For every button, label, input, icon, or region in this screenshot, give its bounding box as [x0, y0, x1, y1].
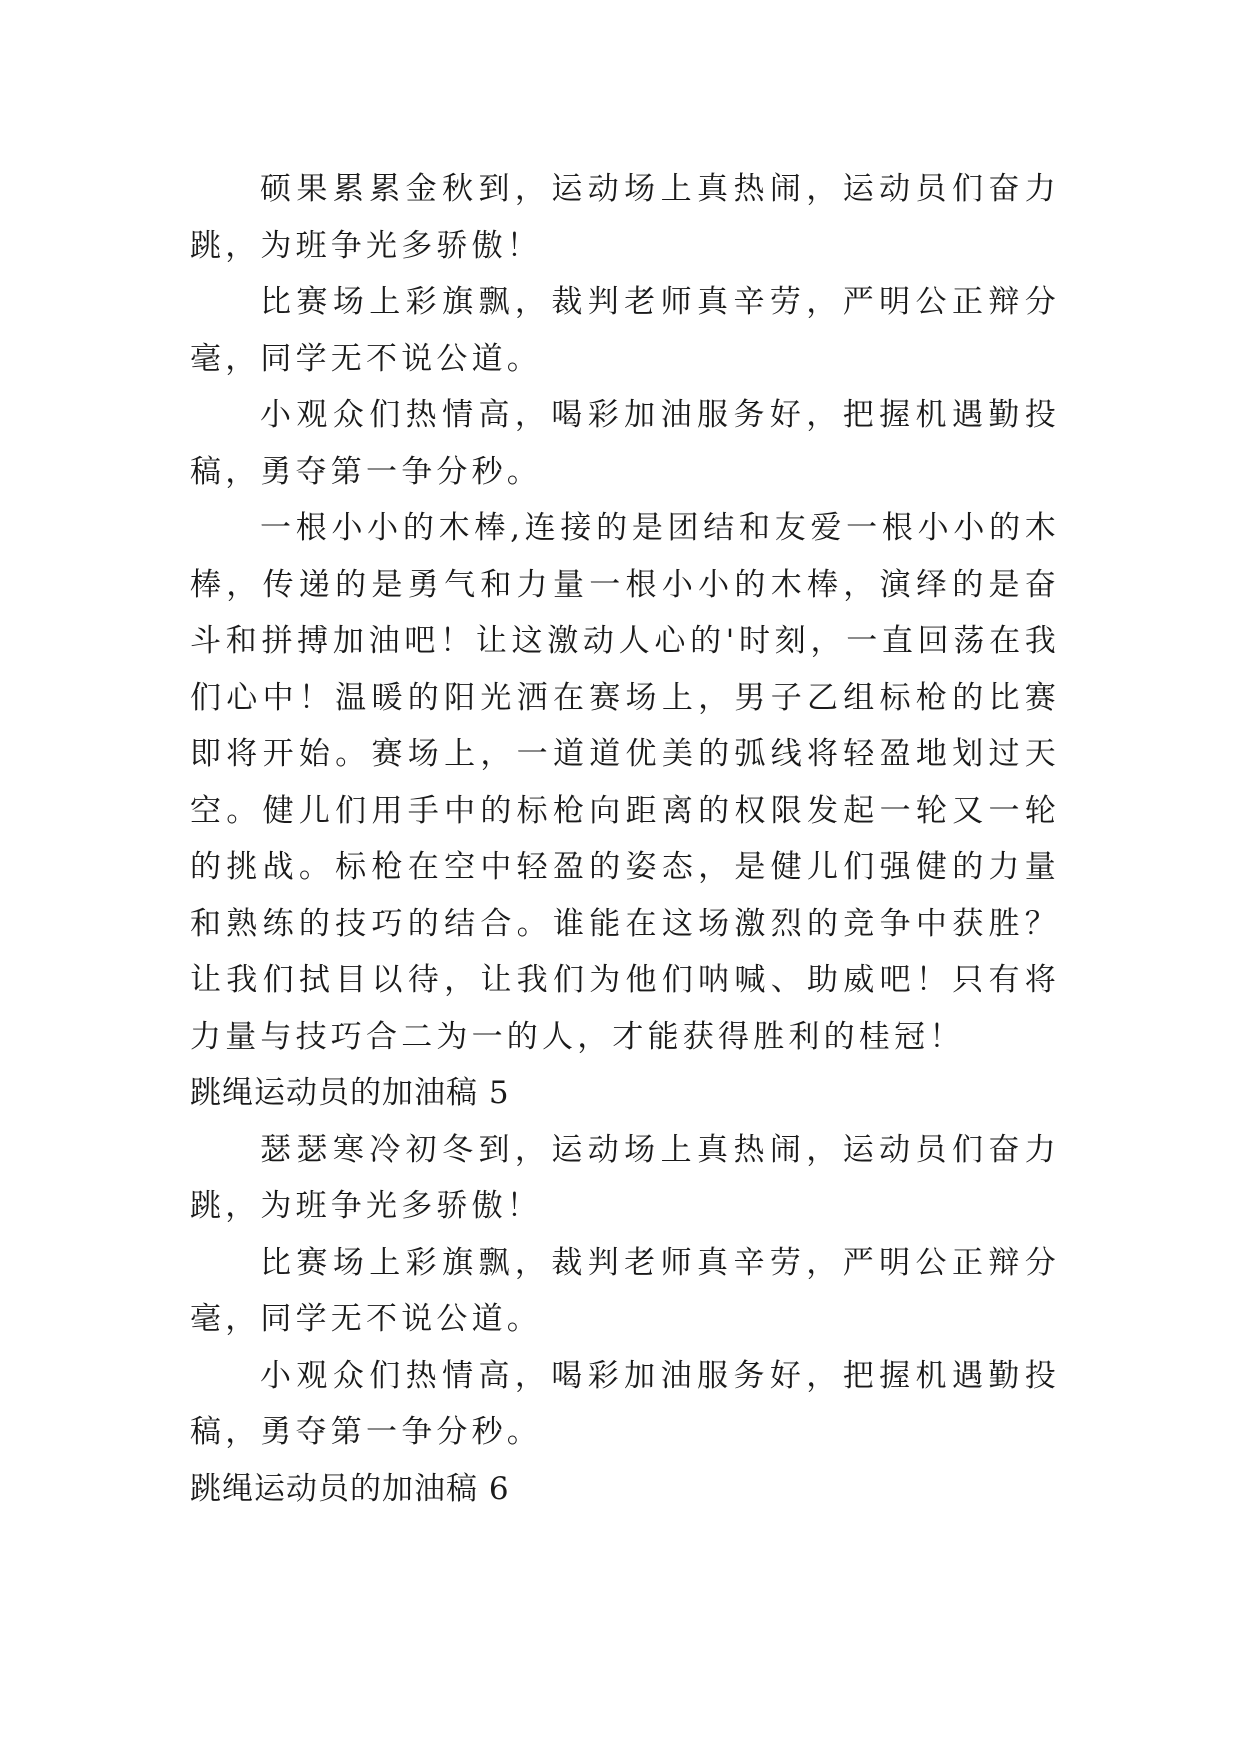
paragraph: 比赛场上彩旗飘，裁判老师真辛劳，严明公正辩分毫，同学无不说公道。	[190, 284, 1060, 377]
document-body	[190, 161, 1060, 1517]
paragraph: 小观众们热情高，喝彩加油服务好，把握机遇勤投稿，勇夺第一争分秒。	[190, 1357, 1060, 1450]
paragraph: 硕果累累金秋到，运动场上真热闹，运动员们奋力跳，为班争光多骄傲！	[190, 171, 1060, 264]
section-heading: 跳绳运动员的加油稿 6	[190, 1470, 510, 1507]
paragraph: 一根小小的木棒,连接的是团结和友爱一根小小的木棒，传递的是勇气和力量一根小小的木棒，演绎的是奋斗和拼搏加油吧！让这激动人心的'时刻，一直回荡在我们心中！温暖的阳光洒在赛场上，男子乙组标枪的比赛即将开始。赛场上，一道道优美的弧线将轻盈地划过天空。健儿们用手中的标枪向距离的权限发起一轮又一轮的挑战。标枪在空中轻盈的姿态，是健儿们强健的力量和熟练的技巧的结合。谁能在这场激烈的竞争中获胜？让我们拭目以待，让我们为他们呐喊、助威吧！只有将力量与技巧合二为一的人，才能获得胜利的桂冠！	[190, 510, 1060, 1055]
paragraph: 小观众们热情高，喝彩加油服务好，把握机遇勤投稿，勇夺第一争分秒。	[190, 397, 1060, 490]
section-heading: 跳绳运动员的加油稿 5	[190, 1075, 510, 1111]
paragraph: 瑟瑟寒冷初冬到，运动场上真热闹，运动员们奋力跳，为班争光多骄傲！	[190, 1131, 1060, 1224]
paragraph: 比赛场上彩旗飘，裁判老师真辛劳，严明公正辩分毫，同学无不说公道。	[190, 1244, 1060, 1337]
